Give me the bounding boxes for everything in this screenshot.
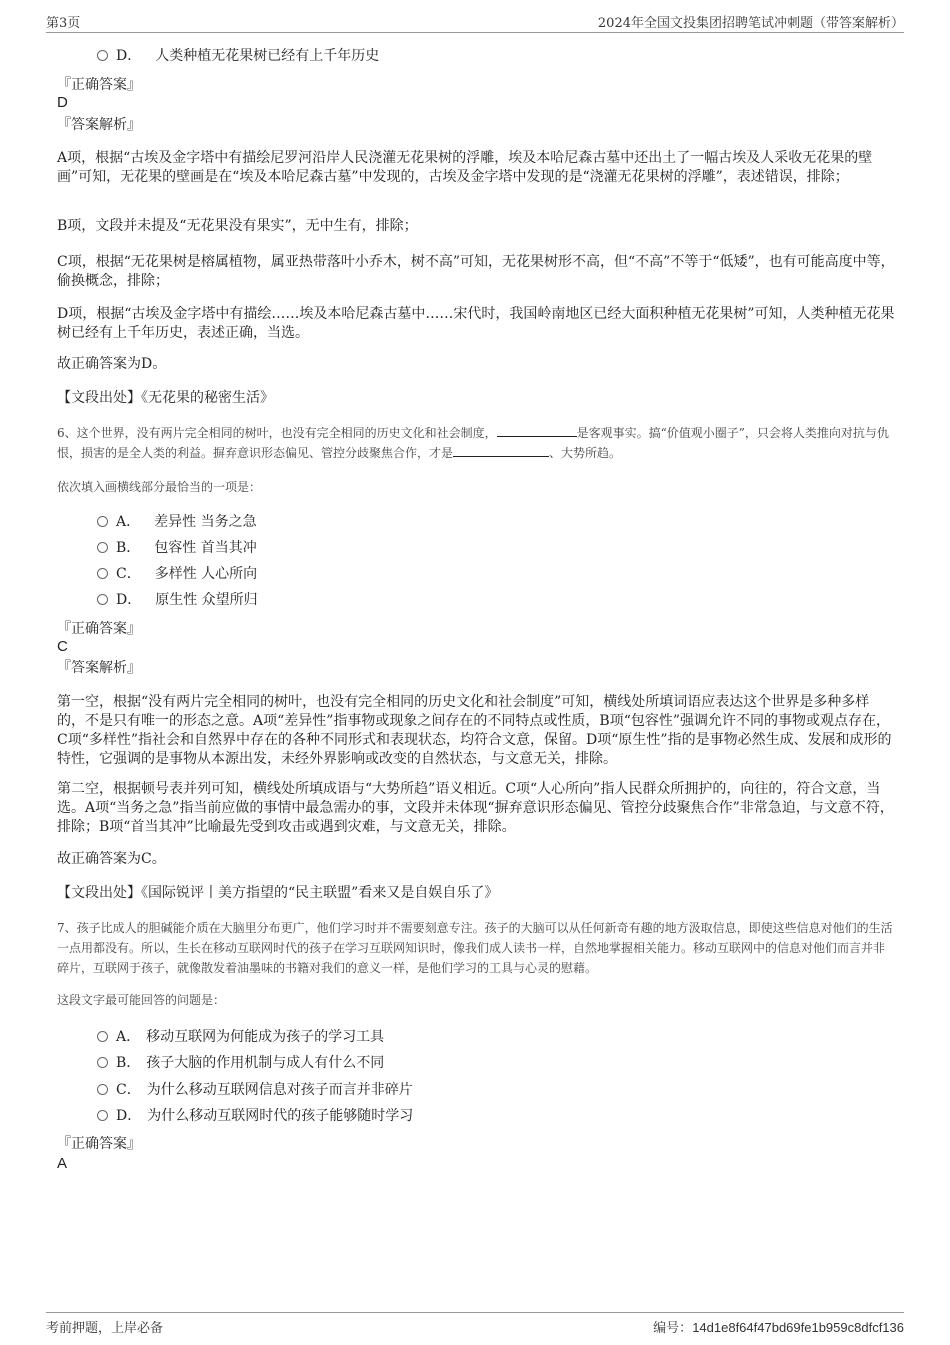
q5-analysis-d: D项，根据“古埃及金字塔中有描绘……埃及本哈尼森古墓中……宋代时，我国岭南地区已经大面积种植无花果树”可知，人类种植无花果树已经有上千年历史，表述正确，当选。	[57, 306, 895, 341]
q6-answer: C	[57, 638, 68, 655]
page-number: 第3页	[46, 16, 81, 31]
q6-option-d[interactable]: D． 原生性 众望所归	[97, 590, 258, 610]
document-code: 编号：14d1e8f64f47bd69fe1b959c8dfcf136	[653, 1320, 904, 1336]
q5-analysis-c: C项，根据“无花果树是榕属植物，属亚热带落叶小乔木，树不高”可知，无花果树形不高，但“不高”不等于“低矮”，也有可能高度中等，偷换概念，排除；	[57, 254, 895, 289]
q6-analysis-label: 『答案解析』	[57, 660, 141, 676]
q7-option-b[interactable]: B． 孩子大脑的作用机制与成人有什么不同	[97, 1053, 384, 1073]
q6-option-a[interactable]: A． 差异性 当务之急	[97, 512, 257, 532]
q7-option-a[interactable]: A． 移动互联网为何能成为孩子的学习工具	[97, 1027, 384, 1047]
radio-icon[interactable]	[97, 594, 108, 605]
radio-icon[interactable]	[97, 516, 108, 527]
q7-answer-label: 『正确答案』	[57, 1136, 141, 1152]
q5-analysis-a: A项，根据“古埃及金字塔中有描绘尼罗河沿岸人民浇灌无花果树的浮雕，埃及本哈尼森古墓中还出土了一幅古埃及人采收无花果的壁画”可知，无花果的壁画是在“埃及本哈尼森古墓”中发现的，古埃及金字塔中发现的是“浇灌无花果树的浮雕”，表述错误，排除；	[57, 150, 873, 185]
q7-prompt: 这段文字最可能回答的问题是：	[57, 993, 226, 1007]
page-footer	[46, 1312, 904, 1339]
q6-option-b[interactable]: B． 包容性 首当其冲	[97, 538, 257, 558]
footer-slogan: 考前押题，上岸必备	[46, 1321, 164, 1336]
q7-stem: 7、孩子比成人的胆碱能介质在大脑里分布更广，他们学习时并不需要刻意专注。孩子的大脑可以从任何新奇有趣的地方汲取信息，即使这些信息对他们的生活一点用都没有。所以，生长在移动互联网时代的孩子在学习互联网知识时，像我们成人读书一样，自然地掌握相关能力。移动互联网中的信息对他们而言并非碎片，互联网于孩子，就像散发着油墨味的书籍对我们的意义一样，是他们学习的工具与心灵的慰藉。	[57, 921, 893, 975]
q6-analysis-second-blank: 第二空，根据顿号表并列可知，横线处所填成语与“大势所趋”语义相近。C项“人心所向”指人民群众所拥护的，向往的，符合文意，当选。A项“当务之急”指当前应做的事情中最急需办的事，文段并未体现“摒弃意识形态偏见、管控分歧聚焦合作”非常急迫，与文意不符，排除；B项“首当其冲”比喻最先受到攻击或遇到灾难，与文意无关，排除。	[57, 781, 894, 835]
q5-answer: D	[57, 94, 68, 111]
q7-option-d[interactable]: D． 为什么移动互联网时代的孩子能够随时学习	[97, 1106, 413, 1126]
radio-icon[interactable]	[97, 1084, 108, 1095]
q6-answer-label: 『正确答案』	[57, 621, 141, 637]
radio-icon[interactable]	[97, 1110, 108, 1121]
answer-blank	[453, 444, 549, 457]
answer-blank	[497, 424, 577, 437]
q6-conclusion: 故正确答案为C。	[57, 851, 166, 867]
q5-analysis-label: 『答案解析』	[57, 117, 141, 133]
q5-source: 【文段出处】《无花果的秘密生活》	[57, 390, 274, 406]
q5-answer-label: 『正确答案』	[57, 77, 141, 93]
q5-option-d[interactable]: D． 人类种植无花果树已经有上千年历史	[97, 46, 379, 66]
radio-icon[interactable]	[97, 542, 108, 553]
radio-icon[interactable]	[97, 568, 108, 579]
q6-prompt: 依次填入画横线部分最恰当的一项是：	[57, 480, 262, 494]
q6-source: 【文段出处】《国际锐评丨美方指望的“民主联盟”看来又是自娱自乐了》	[57, 885, 499, 901]
q7-answer: A	[57, 1155, 68, 1172]
q6-option-c[interactable]: C． 多样性 人心所向	[97, 564, 257, 584]
radio-icon[interactable]	[97, 50, 108, 61]
radio-icon[interactable]	[97, 1031, 108, 1042]
q5-conclusion: 故正确答案为D。	[57, 356, 167, 372]
radio-icon[interactable]	[97, 1057, 108, 1068]
document-title: 2024年全国文投集团招聘笔试冲刺题（带答案解析）	[597, 16, 904, 31]
q6-analysis-first-blank: 第一空，根据“没有两片完全相同的树叶，也没有完全相同的历史文化和社会制度”可知，横线处所填词语应表达这个世界是多种多样的，不是只有唯一的形态之意。A项“差异性”指事物或现象之间存在的不同特点或性质，B项“包容性”强调允许不同的事物或观点存在，C项“多样性”指社会和自然界中存在的各种不同形式和表现状态，均符合文意，保留。D项“原生性”指的是事物必然生成、发展和成形的特性，它强调的是事物从本源出发，未经外界影响或改变的自然状态，与文意无关，排除。	[57, 694, 892, 767]
page-header	[46, 10, 904, 33]
q6-stem: 6、这个世界，没有两片完全相同的树叶，也没有完全相同的历史文化和社会制度， 是客观事实。搞“价值观小圈子”，只会将人类推向对抗与仇恨，损害的是全人类的利益。摒弃意识形态偏见、管控分歧聚焦合作，才是 、大势所趋。	[57, 426, 889, 460]
q5-analysis-b: B项，文段并未提及“无花果没有果实”，无中生有，排除；	[57, 218, 418, 234]
q7-option-c[interactable]: C． 为什么移动互联网信息对孩子而言并非碎片	[97, 1080, 413, 1100]
